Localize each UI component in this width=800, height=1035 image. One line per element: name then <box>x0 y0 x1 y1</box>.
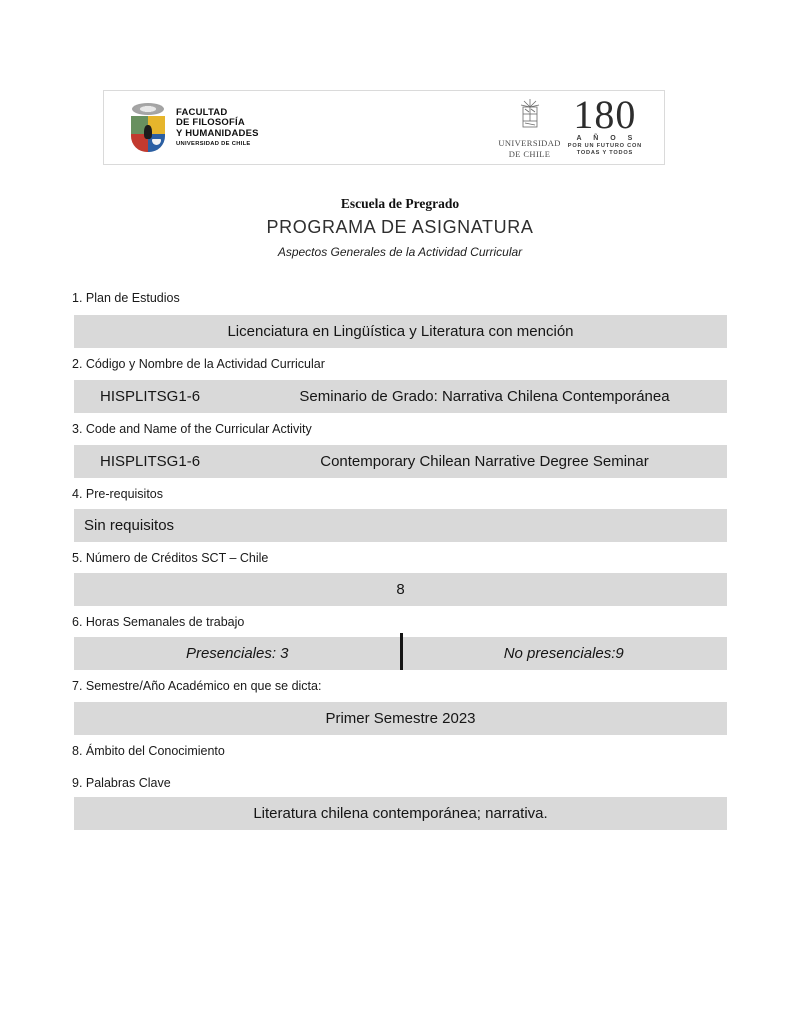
field-palabras-clave <box>74 797 727 830</box>
cell-divider <box>400 633 403 670</box>
field-value: Licenciatura en Lingüística y Literatura con mención <box>227 323 574 340</box>
horas-presenciales: Presenciales: 3 <box>185 645 289 662</box>
faculty-logo <box>128 103 259 153</box>
course-name-en: Contemporary Chilean Narrative Degree Seminar <box>320 453 649 470</box>
field-codigo-nombre-es <box>74 380 727 413</box>
field-value: Sin requisitos <box>84 517 175 534</box>
section-label-semestre: 7. Semestre/Año Académico en que se dicta: <box>72 679 322 693</box>
section-label-codigo-nombre-en: 3. Code and Name of the Curricular Activity <box>72 422 312 436</box>
field-horas-semanales <box>74 637 727 670</box>
section-label-ambito: 8. Ámbito del Conocimiento <box>72 744 225 758</box>
condor-emblem-icon <box>144 125 152 139</box>
section-label-creditos-sct: 5. Número de Créditos SCT – Chile <box>72 551 269 565</box>
faculty-shield-icon <box>128 103 168 153</box>
course-code-en: HISPLITSG1-6 <box>100 453 201 470</box>
field-value: Primer Semestre 2023 <box>325 710 476 727</box>
anniversary-number: 180 <box>573 91 637 137</box>
lamp-emblem-icon <box>152 139 161 145</box>
university-anniversary-logo <box>498 91 642 159</box>
field-value: 8 <box>396 581 405 598</box>
page-title: PROGRAMA DE ASIGNATURA <box>266 217 534 237</box>
section-label-codigo-nombre-es: 2. Código y Nombre de la Actividad Curricular <box>72 357 325 371</box>
faculty-university-subline: UNIVERSIDAD DE CHILE <box>176 140 251 147</box>
section-label-plan-estudios: 1. Plan de Estudios <box>72 291 180 305</box>
university-crest-icon <box>515 99 545 131</box>
field-value: Literatura chilena contemporánea; narrativa. <box>253 805 548 822</box>
school-title: Escuela de Pregrado <box>340 196 460 211</box>
course-code: HISPLITSG1-6 <box>100 388 201 405</box>
section-label-horas-semanales: 6. Horas Semanales de trabajo <box>72 615 245 629</box>
anniversary-tagline-line2: TODAS Y TODOS <box>576 150 634 157</box>
field-semestre <box>74 702 727 735</box>
faculty-name-line2: DE FILOSOFÍA <box>176 117 245 129</box>
horas-no-presenciales: No presenciales:9 <box>503 645 624 662</box>
field-prerequisitos <box>74 509 727 542</box>
field-plan-estudios <box>74 315 727 348</box>
faculty-name-line1: FACULTAD <box>176 107 228 118</box>
anniversary-tagline-line1: POR UN FUTURO CON <box>567 142 642 149</box>
section-label-prerequisitos: 4. Pre-requisitos <box>72 487 164 501</box>
field-creditos-sct <box>74 573 727 606</box>
header-banner <box>103 90 665 165</box>
page-subtitle: Aspectos Generales de la Actividad Curricular <box>277 245 523 259</box>
laurel-wreath-icon <box>132 103 164 115</box>
faculty-name-line3: Y HUMANIDADES <box>176 127 259 139</box>
field-codigo-nombre-en <box>74 445 727 478</box>
course-name: Seminario de Grado: Narrativa Chilena Contemporánea <box>299 388 670 405</box>
anniversary-unit: A Ñ O S <box>576 134 638 142</box>
section-label-palabras-clave: 9. Palabras Clave <box>72 776 171 790</box>
university-name-line2: DE CHILE <box>508 148 551 159</box>
university-name-line1: UNIVERSIDAD <box>498 137 561 148</box>
